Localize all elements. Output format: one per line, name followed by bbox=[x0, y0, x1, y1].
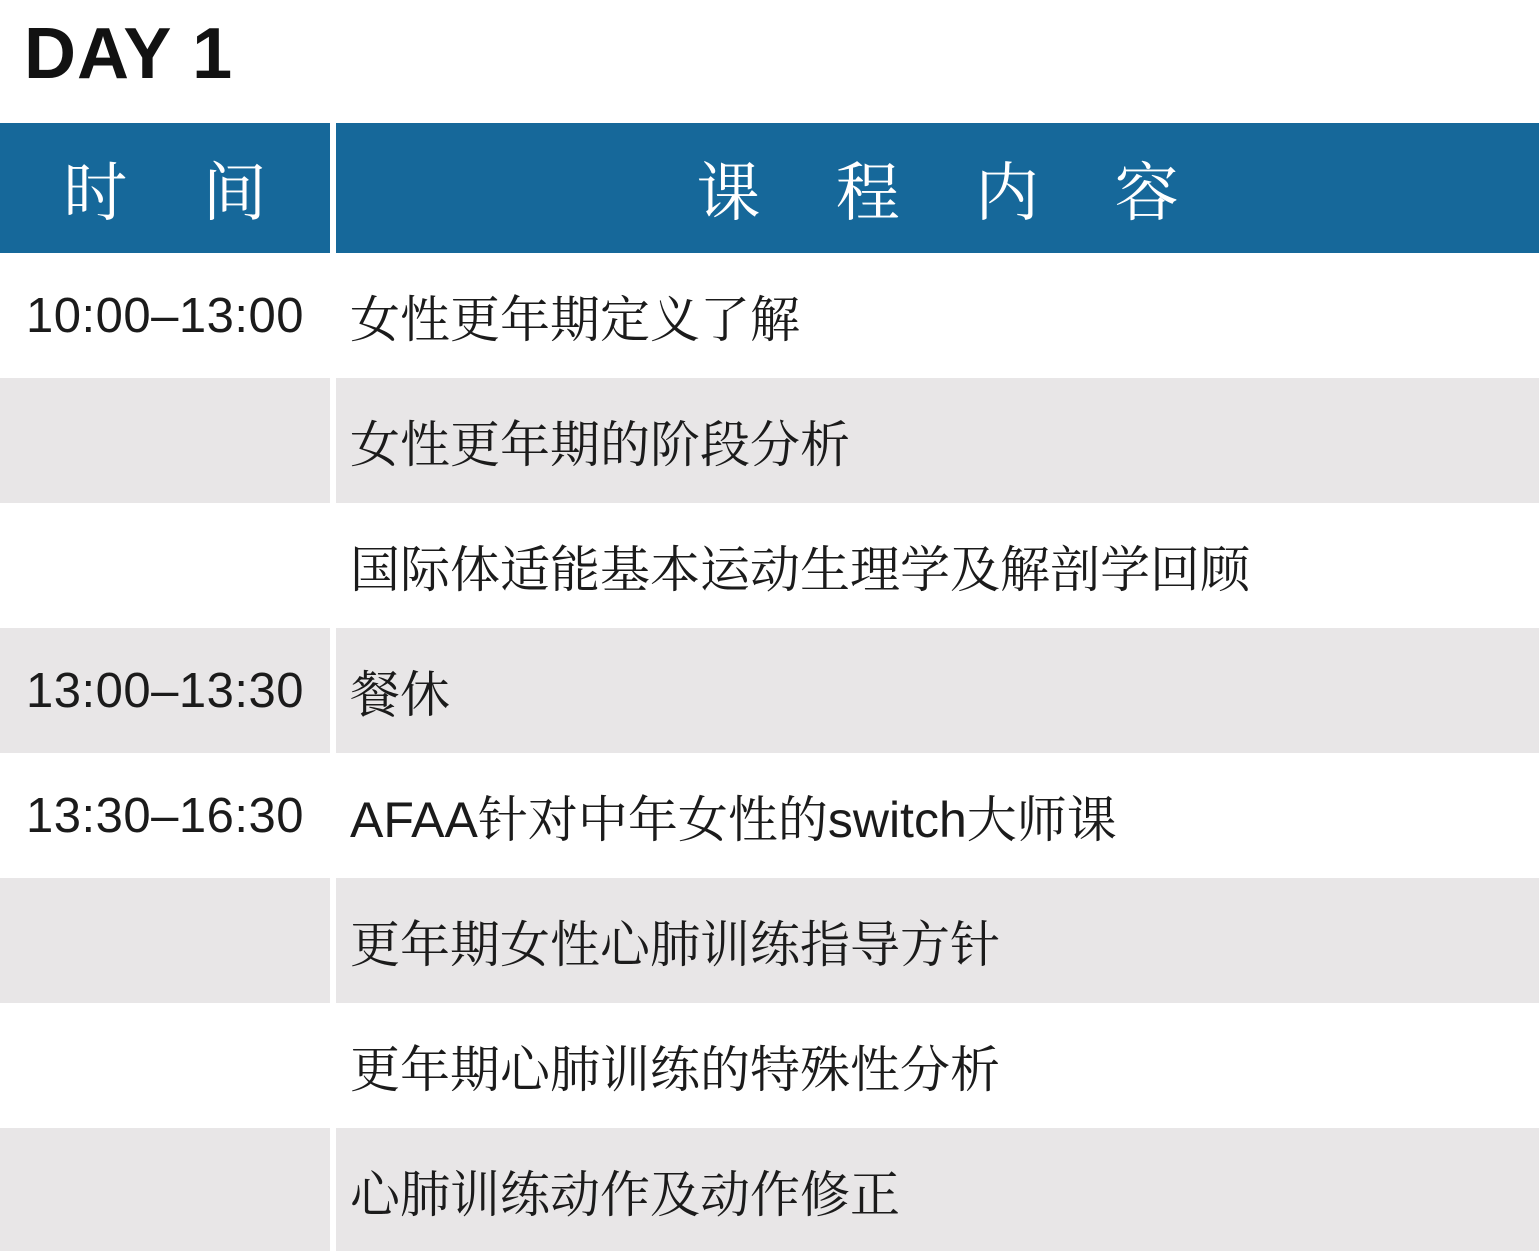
table-row bbox=[0, 503, 1539, 628]
content-cell: AFAA针对中年女性的switch大师课 bbox=[336, 753, 1539, 878]
content-cell: 更年期心肺训练的特殊性分析 bbox=[336, 1003, 1539, 1128]
content-cell: 更年期女性心肺训练指导方针 bbox=[336, 878, 1539, 1003]
content-cell: 女性更年期定义了解 bbox=[336, 253, 1539, 378]
table-row bbox=[0, 753, 1539, 878]
content-cell: 心肺训练动作及动作修正 bbox=[336, 1128, 1539, 1251]
time-cell bbox=[0, 878, 330, 1003]
table-row bbox=[0, 878, 1539, 1003]
time-cell: 13:00–13:30 bbox=[0, 628, 330, 753]
table-header-row bbox=[0, 123, 1539, 253]
page-title: DAY 1 bbox=[24, 14, 234, 94]
time-cell: 10:00–13:00 bbox=[0, 253, 330, 378]
content-cell: 女性更年期的阶段分析 bbox=[336, 378, 1539, 503]
time-cell bbox=[0, 503, 330, 628]
time-cell bbox=[0, 1003, 330, 1128]
content-cell: 国际体适能基本运动生理学及解剖学回顾 bbox=[336, 503, 1539, 628]
content-column-header: 课 程 内 容 bbox=[336, 123, 1539, 253]
table-row bbox=[0, 1003, 1539, 1128]
content-cell: 餐休 bbox=[336, 628, 1539, 753]
time-cell: 13:30–16:30 bbox=[0, 753, 330, 878]
table-row bbox=[0, 253, 1539, 378]
table-row bbox=[0, 1128, 1539, 1251]
time-cell bbox=[0, 1128, 330, 1251]
time-cell bbox=[0, 378, 330, 503]
time-column-header: 时 间 bbox=[0, 123, 330, 253]
table-body bbox=[0, 253, 1539, 1251]
table-row bbox=[0, 378, 1539, 503]
table-row bbox=[0, 628, 1539, 753]
schedule-table bbox=[0, 123, 1539, 1251]
